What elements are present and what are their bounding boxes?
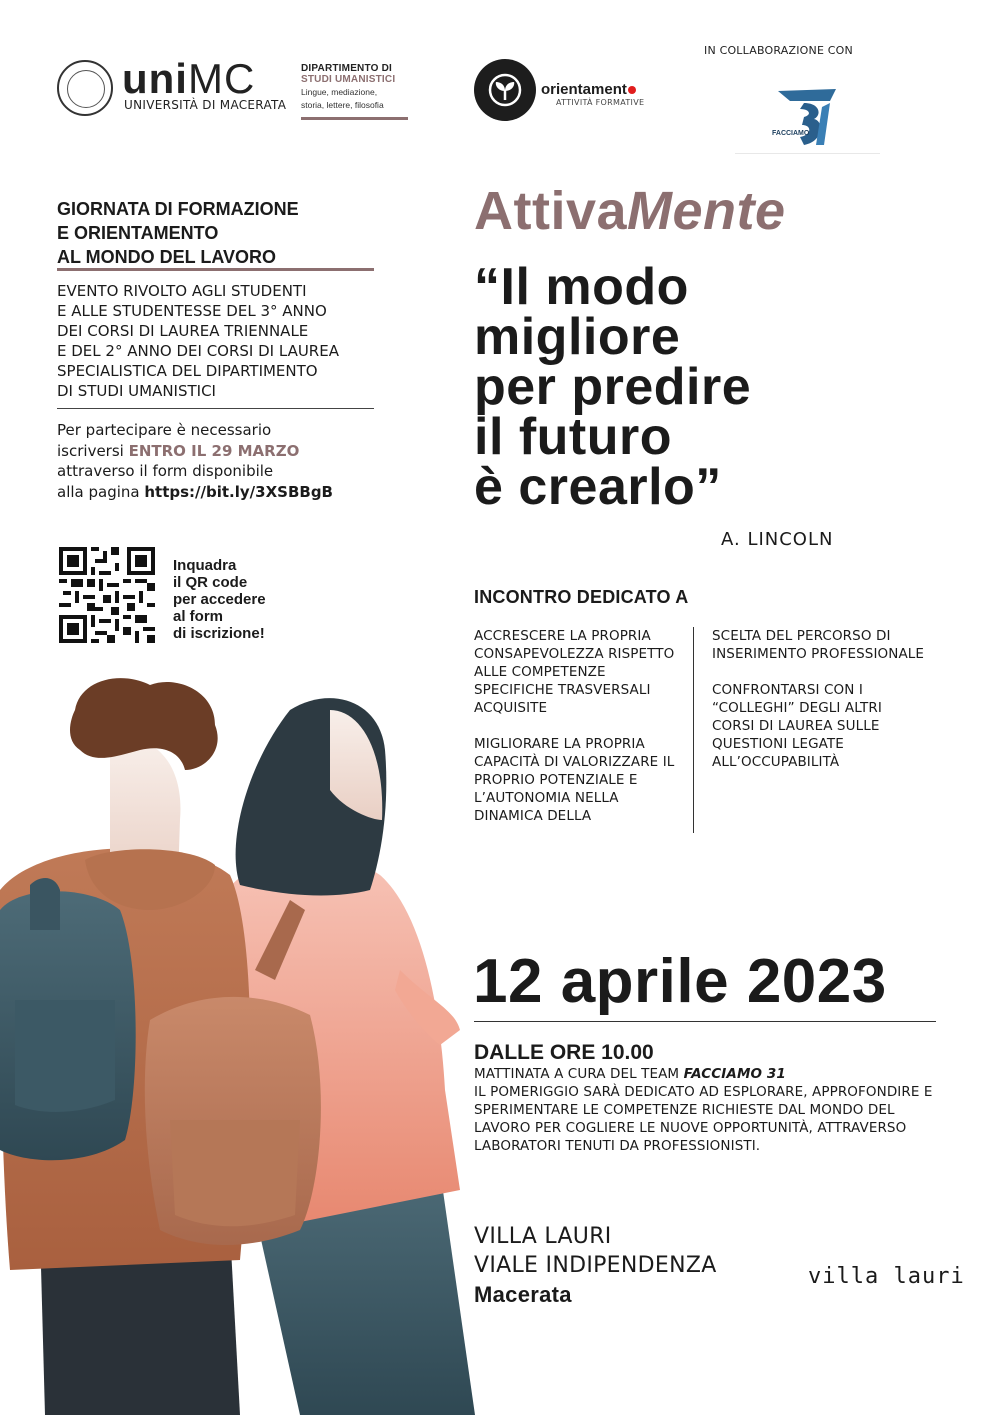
- quote: [474, 258, 894, 516]
- facciamo31-logo: [770, 85, 842, 151]
- section-heading: INCONTRO DEDICATO A: [474, 587, 689, 607]
- facciamo-small-label: FACCIAMO: [772, 130, 810, 137]
- dept-line3: Lingue, mediazione,: [301, 87, 378, 97]
- orientamento-subtitle: ATTIVITÀ FORMATIVE: [556, 98, 645, 107]
- goal-item: CONFRONTARSI CON I “COLLEGHI” DEGLI ALTRI CORSI DI LAUREA SULLE QUESTIONI LEGATE ALL’OCCUPABILITÀ: [712, 682, 882, 770]
- event-title-line: E ORIENTAMENTO: [57, 223, 219, 243]
- venue: [474, 1222, 717, 1309]
- orange-dot-icon: [628, 86, 636, 94]
- orientamento-sprout-icon: [474, 59, 536, 121]
- audience-line: SPECIALISTICA DEL DIPARTIMENTO: [57, 362, 318, 380]
- program-description: [474, 1065, 934, 1155]
- orientamento-label: orientament: [541, 81, 636, 98]
- event-date: 12 aprile 2023: [473, 947, 887, 1016]
- goal-item: MIGLIORARE LA PROPRIA CAPACITÀ DI VALORIZZARE IL PROPRIO POTENZIALE E L’AUTONOMIA NELLA DINAMICA DELLA: [474, 736, 675, 824]
- qr-instructions: [173, 557, 303, 642]
- qr-instruction-line: al form: [173, 608, 224, 625]
- dept-line4: storia, lettere, filosofia: [301, 100, 384, 110]
- deadline: ENTRO IL 29 MARZO: [128, 441, 300, 460]
- start-time: DALLE ORE 10.00: [474, 1041, 654, 1064]
- audience-line: EVENTO RIVOLTO AGLI STUDENTI: [57, 282, 307, 300]
- quote-line: “Il modo: [474, 258, 689, 316]
- event-title-line: AL MONDO DEL LAVORO: [57, 247, 277, 267]
- goals-right-column: [712, 627, 927, 789]
- event-name: AttivaMente: [474, 181, 786, 241]
- audience-line: E ALLE STUDENTESSE DEL 3° ANNO: [57, 302, 327, 320]
- quote-line: per predire: [474, 358, 752, 416]
- audience-line: DEI CORSI DI LAUREA TRIENNALE: [57, 322, 309, 340]
- registration-info: [57, 420, 387, 502]
- qr-instruction-line: Inquadra: [173, 557, 237, 574]
- registration-line: alla pagina https://bit.ly/3XSBBgB: [57, 482, 333, 501]
- registration-link[interactable]: https://bit.ly/3XSBBgB: [144, 482, 333, 501]
- goal-item: SCELTA DEL PERCORSO DI INSERIMENTO PROFESSIONALE: [712, 628, 925, 662]
- students-illustration: [0, 670, 480, 1415]
- qr-code[interactable]: [59, 547, 155, 643]
- quote-line: è crearlo”: [474, 458, 722, 516]
- qr-instruction-line: per accedere: [173, 591, 266, 608]
- venue-city: Macerata: [474, 1282, 572, 1307]
- venue-name: VILLA LAURI: [474, 1224, 612, 1249]
- audience-description: [57, 281, 382, 401]
- unimc-logo: uniMC: [122, 55, 256, 102]
- registration-line: iscriversi ENTRO IL 29 MARZO: [57, 441, 300, 460]
- quote-line: il futuro: [474, 408, 673, 466]
- quote-author: A. LINCOLN: [721, 529, 834, 550]
- divider: [735, 153, 880, 154]
- unimc-subtitle: UNIVERSITÀ DI MACERATA: [124, 98, 287, 112]
- audience-line: E DEL 2° ANNO DEI CORSI DI LAUREA: [57, 342, 339, 360]
- title-underline: [57, 268, 374, 271]
- goal-item: ACCRESCERE LA PROPRIA CONSAPEVOLEZZA RISPETTO ALLE COMPETENZE SPECIFICHE TRASVERSALI ACQUISITE: [474, 628, 675, 716]
- registration-line: attraverso il form disponibile: [57, 462, 274, 480]
- collaboration-label: IN COLLABORAZIONE CON: [704, 44, 853, 57]
- goals-left-column: [474, 627, 689, 843]
- program-afternoon: IL POMERIGGIO SARÀ DEDICATO AD ESPLORARE, APPROFONDIRE E SPERIMENTARE LE COMPETENZE RICHIESTE DAL MONDO DEL LAVORO PER COGLIERE LE NUOVE OPPORTUNITÀ, ATTRAVERSO LABORATORI TENUTI DA PROFESSIONISTI.: [474, 1084, 933, 1154]
- qr-instruction-line: di iscrizione!: [173, 625, 265, 642]
- divider: [57, 408, 374, 409]
- registration-line: Per partecipare è necessario: [57, 421, 272, 439]
- event-title: [57, 197, 377, 269]
- dept-underline: [301, 117, 408, 120]
- qr-instruction-line: il QR code: [173, 574, 248, 591]
- column-divider: [693, 627, 694, 833]
- audience-line: DI STUDI UMANISTICI: [57, 382, 216, 400]
- event-title-line: GIORNATA DI FORMAZIONE: [57, 199, 299, 219]
- quote-line: migliore: [474, 308, 681, 366]
- dept-line1: DIPARTIMENTO DI: [301, 63, 392, 74]
- department-logo: [301, 63, 408, 120]
- venue-street: VIALE INDIPENDENZA: [474, 1253, 717, 1278]
- dept-line2: STUDI UMANISTICI: [301, 74, 396, 85]
- university-seal-icon: [57, 60, 113, 116]
- villa-lauri-logo: villa lauri: [808, 1264, 965, 1289]
- date-underline: [474, 1021, 936, 1022]
- program-morning: MATTINATA A CURA DEL TEAM FACCIAMO 31: [474, 1066, 786, 1082]
